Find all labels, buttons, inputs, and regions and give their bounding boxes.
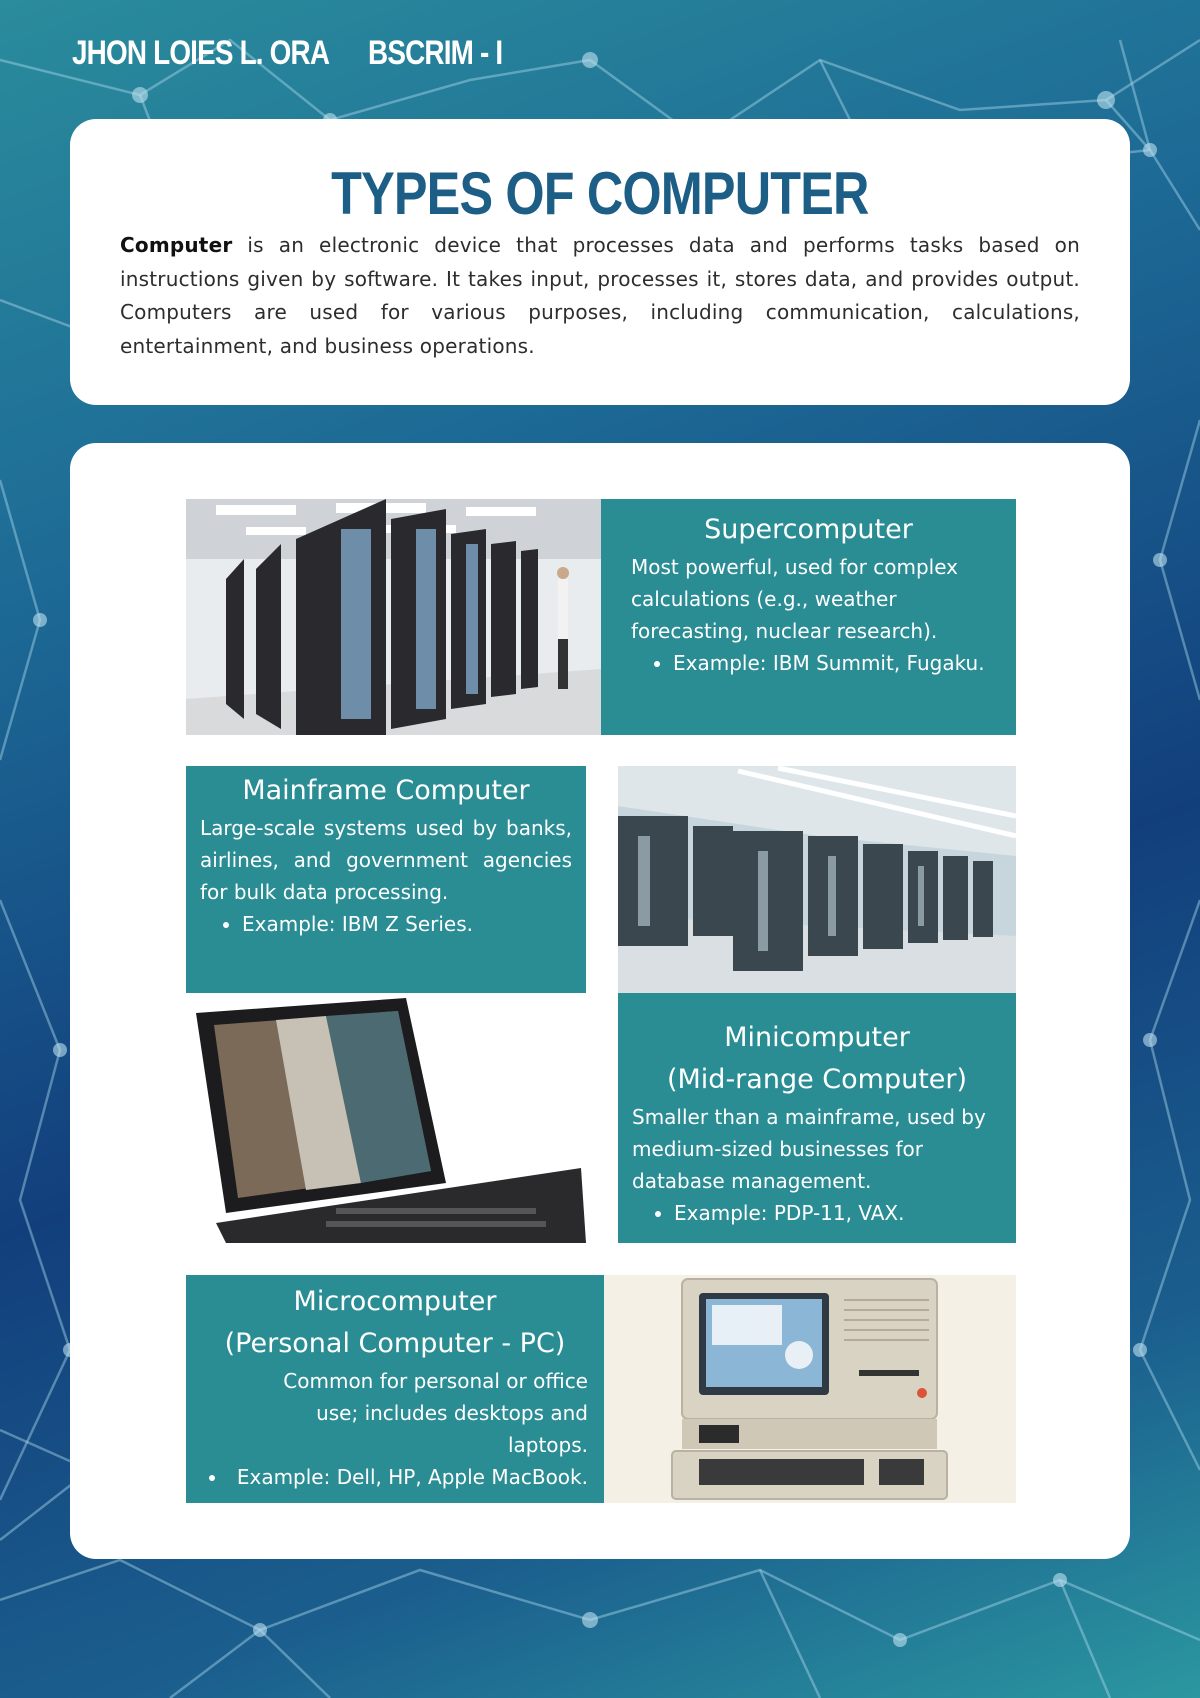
intro-term: Computer [120,233,233,257]
supercomputer-example-list [601,647,1016,679]
mainframe-description: Large-scale systems used by banks, airlines, and government agencies for bulk data processing. [200,816,572,904]
section-label: BSCRIM - I [368,34,503,72]
supercomputer-photo [186,499,601,735]
mainframe-panel [186,766,586,993]
microcomputer-example: • Example: Dell, HP, Apple MacBook. [228,1461,588,1493]
supercomputer-description: Most powerful, used for complex calculations (e.g., weather forecasting, nuclear research). [631,555,958,643]
microcomputer-example-list [186,1461,604,1493]
minicomputer-example: • Example: PDP-11, VAX. [674,1197,1016,1229]
student-name: JHON LOIES L. ORA [72,34,330,72]
minicomputer-description: Smaller than a mainframe, used by medium-sized businesses for database management. [632,1105,986,1193]
intro-definition-text: is an electronic device that processes data and performs tasks based on instructions given by software. It takes input, processes it, stores data, and provides output. Computers are used for various purposes, including communication, calculations, entertainment, and business operations. [120,233,1080,358]
minicomputer-subtitle: (Mid-range Computer) [666,1064,968,1095]
minicomputer-panel [618,993,1016,1243]
types-card [70,443,1130,1559]
supercomputer-panel [601,499,1016,735]
supercomputer-title: Supercomputer [704,514,913,545]
intro-definition [120,229,1080,363]
mainframe-example: • Example: IBM Z Series. [242,908,586,940]
desktop-photo [604,1275,1016,1503]
data-center-photo [618,766,1016,993]
minicomputer-example-list [618,1197,1016,1229]
microcomputer-subtitle: (Personal Computer - PC) [224,1328,566,1359]
microcomputer-panel [186,1275,604,1503]
mainframe-title: Mainframe Computer [242,775,530,806]
laptop-photo [186,993,586,1243]
microcomputer-description: Common for personal or office use; includes desktops and laptops. [283,1369,588,1457]
page-title [70,159,1130,228]
supercomputer-example: • Example: IBM Summit, Fugaku. [673,647,1016,679]
intro-card [70,119,1130,405]
page-title-text: TYPES OF COMPUTER [331,160,869,227]
minicomputer-title: Minicomputer [724,1022,910,1053]
microcomputer-title: Microcomputer [293,1286,497,1317]
mainframe-example-list [186,908,586,940]
